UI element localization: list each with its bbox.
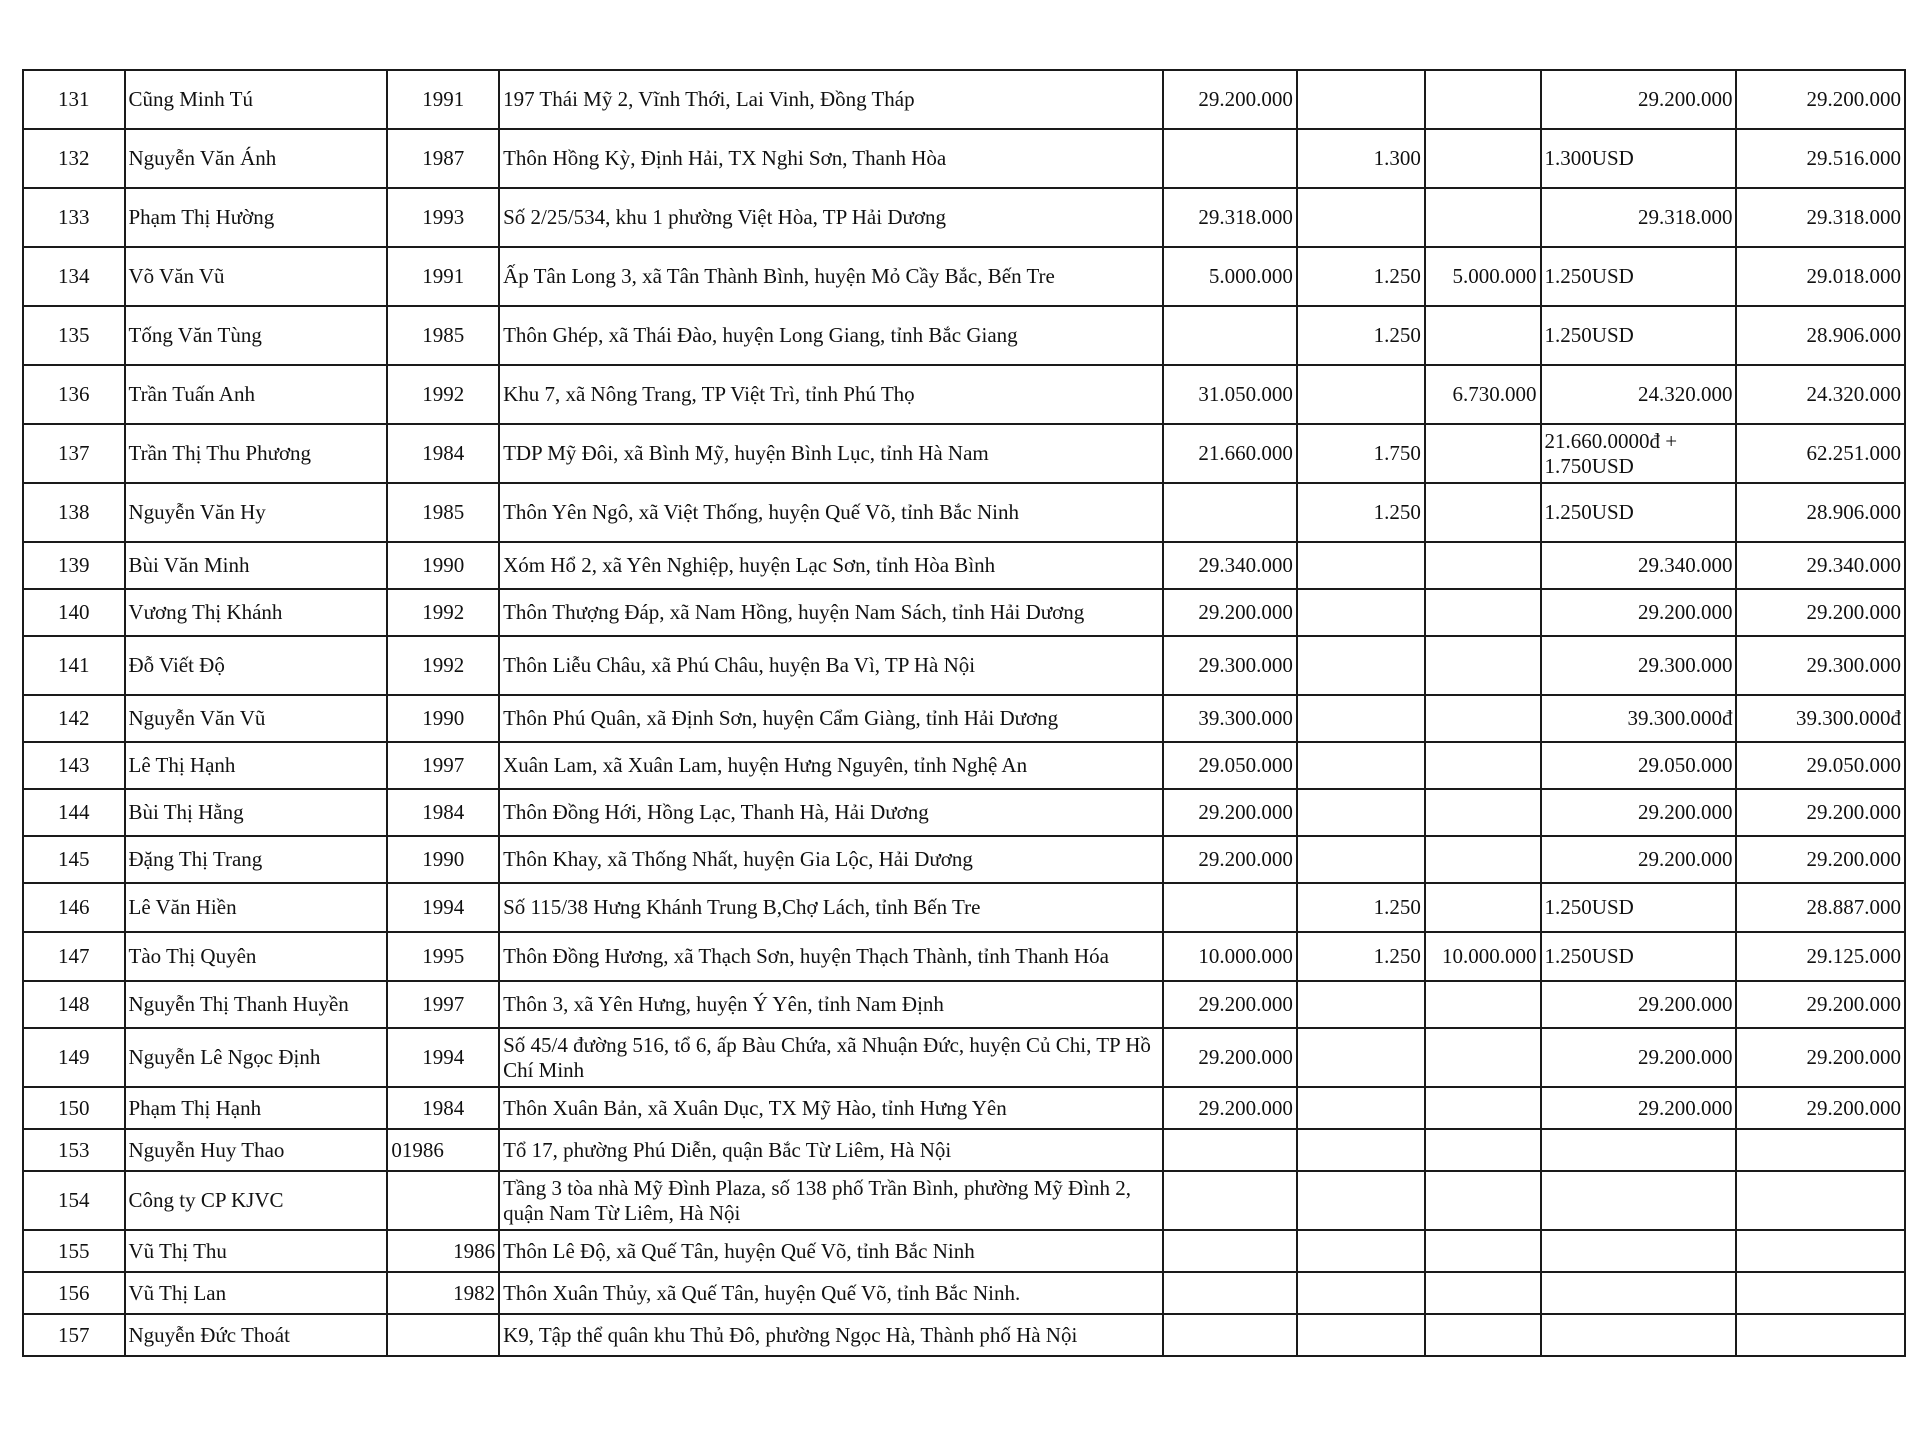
amount-vnd-cell bbox=[1163, 306, 1297, 365]
birth-year-cell bbox=[387, 1171, 499, 1230]
row-number-cell: 142 bbox=[23, 695, 125, 742]
person-name-cell: Nguyễn Lê Ngọc Định bbox=[125, 1028, 388, 1087]
birth-year-cell: 1992 bbox=[387, 636, 499, 695]
person-name-cell: Nguyễn Văn Ánh bbox=[125, 129, 388, 188]
person-name-cell: Đặng Thị Trang bbox=[125, 836, 388, 883]
amount-payable-cell bbox=[1541, 1272, 1737, 1314]
birth-year-cell: 1994 bbox=[387, 883, 499, 932]
birth-year-cell: 1997 bbox=[387, 742, 499, 789]
amount-deducted-cell bbox=[1425, 695, 1541, 742]
amount-total-cell: 62.251.000 bbox=[1736, 424, 1905, 483]
address-cell: Thôn Xuân Thủy, xã Quế Tân, huyện Quế Võ, tỉnh Bắc Ninh. bbox=[499, 1272, 1163, 1314]
birth-year-cell: 1992 bbox=[387, 365, 499, 424]
amount-total-cell bbox=[1736, 1171, 1905, 1230]
address-cell: Thôn Yên Ngô, xã Việt Thống, huyện Quế Võ, tỉnh Bắc Ninh bbox=[499, 483, 1163, 542]
table-row bbox=[23, 1028, 1905, 1087]
amount-vnd-cell: 29.200.000 bbox=[1163, 836, 1297, 883]
address-cell: Thôn Phú Quân, xã Định Sơn, huyện Cẩm Giàng, tỉnh Hải Dương bbox=[499, 695, 1163, 742]
person-name-cell: Công ty CP KJVC bbox=[125, 1171, 388, 1230]
amount-payable-cell: 1.250USD bbox=[1541, 483, 1737, 542]
row-number-cell: 145 bbox=[23, 836, 125, 883]
amount-total-cell: 39.300.000đ bbox=[1736, 695, 1905, 742]
amount-deducted-cell bbox=[1425, 70, 1541, 129]
amount-total-cell: 29.300.000 bbox=[1736, 636, 1905, 695]
amount-deducted-cell bbox=[1425, 742, 1541, 789]
row-number-cell: 138 bbox=[23, 483, 125, 542]
table-row bbox=[23, 247, 1905, 306]
amount-payable-cell bbox=[1541, 1314, 1737, 1356]
amount-usd-cell bbox=[1297, 836, 1425, 883]
row-number-cell: 149 bbox=[23, 1028, 125, 1087]
amount-usd-cell bbox=[1297, 1129, 1425, 1171]
table-row bbox=[23, 1087, 1905, 1129]
amount-deducted-cell bbox=[1425, 589, 1541, 636]
table-row bbox=[23, 742, 1905, 789]
amount-usd-cell bbox=[1297, 636, 1425, 695]
birth-year-cell bbox=[387, 1314, 499, 1356]
row-number-cell: 131 bbox=[23, 70, 125, 129]
amount-usd-cell bbox=[1297, 742, 1425, 789]
birth-year-cell: 1985 bbox=[387, 306, 499, 365]
amount-deducted-cell: 10.000.000 bbox=[1425, 932, 1541, 981]
amount-vnd-cell: 29.200.000 bbox=[1163, 1028, 1297, 1087]
person-name-cell: Cũng Minh Tú bbox=[125, 70, 388, 129]
birth-year-cell: 1984 bbox=[387, 789, 499, 836]
amount-deducted-cell bbox=[1425, 789, 1541, 836]
table-row bbox=[23, 129, 1905, 188]
amount-deducted-cell: 6.730.000 bbox=[1425, 365, 1541, 424]
person-name-cell: Tào Thị Quyên bbox=[125, 932, 388, 981]
row-number-cell: 136 bbox=[23, 365, 125, 424]
amount-deducted-cell bbox=[1425, 1028, 1541, 1087]
amount-total-cell bbox=[1736, 1230, 1905, 1272]
amount-vnd-cell bbox=[1163, 1272, 1297, 1314]
row-number-cell: 134 bbox=[23, 247, 125, 306]
amount-payable-cell: 29.050.000 bbox=[1541, 742, 1737, 789]
birth-year-cell: 1986 bbox=[387, 1230, 499, 1272]
amount-vnd-cell: 10.000.000 bbox=[1163, 932, 1297, 981]
address-cell: Số 2/25/534, khu 1 phường Việt Hòa, TP Hải Dương bbox=[499, 188, 1163, 247]
address-cell: Thôn 3, xã Yên Hưng, huyện Ý Yên, tỉnh Nam Định bbox=[499, 981, 1163, 1028]
row-number-cell: 148 bbox=[23, 981, 125, 1028]
table-row bbox=[23, 542, 1905, 589]
amount-deducted-cell bbox=[1425, 836, 1541, 883]
person-name-cell: Bùi Văn Minh bbox=[125, 542, 388, 589]
address-cell: Tầng 3 tòa nhà Mỹ Đình Plaza, số 138 phố Trần Bình, phường Mỹ Đình 2, quận Nam Từ Liêm, Hà Nội bbox=[499, 1171, 1163, 1230]
address-cell: Số 45/4 đường 516, tổ 6, ấp Bàu Chứa, xã Nhuận Đức, huyện Củ Chi, TP Hồ Chí Minh bbox=[499, 1028, 1163, 1087]
person-name-cell: Trần Thị Thu Phương bbox=[125, 424, 388, 483]
table-row bbox=[23, 589, 1905, 636]
address-cell: Xóm Hổ 2, xã Yên Nghiệp, huyện Lạc Sơn, tỉnh Hòa Bình bbox=[499, 542, 1163, 589]
amount-usd-cell bbox=[1297, 70, 1425, 129]
amount-total-cell bbox=[1736, 1314, 1905, 1356]
amount-vnd-cell: 29.200.000 bbox=[1163, 1087, 1297, 1129]
person-name-cell: Phạm Thị Hường bbox=[125, 188, 388, 247]
amount-deducted-cell bbox=[1425, 981, 1541, 1028]
row-number-cell: 141 bbox=[23, 636, 125, 695]
amount-total-cell: 24.320.000 bbox=[1736, 365, 1905, 424]
birth-year-cell: 1991 bbox=[387, 247, 499, 306]
records-table bbox=[22, 69, 1906, 1357]
birth-year-cell: 1993 bbox=[387, 188, 499, 247]
table-row bbox=[23, 789, 1905, 836]
table-row bbox=[23, 306, 1905, 365]
amount-total-cell: 29.340.000 bbox=[1736, 542, 1905, 589]
amount-total-cell bbox=[1736, 1272, 1905, 1314]
person-name-cell: Võ Văn Vũ bbox=[125, 247, 388, 306]
birth-year-cell: 1994 bbox=[387, 1028, 499, 1087]
birth-year-cell: 1984 bbox=[387, 424, 499, 483]
amount-usd-cell bbox=[1297, 1272, 1425, 1314]
person-name-cell: Nguyễn Đức Thoát bbox=[125, 1314, 388, 1356]
table-row bbox=[23, 932, 1905, 981]
row-number-cell: 144 bbox=[23, 789, 125, 836]
amount-vnd-cell: 5.000.000 bbox=[1163, 247, 1297, 306]
amount-deducted-cell bbox=[1425, 1087, 1541, 1129]
birth-year-cell: 1991 bbox=[387, 70, 499, 129]
amount-vnd-cell: 29.200.000 bbox=[1163, 70, 1297, 129]
amount-vnd-cell: 29.340.000 bbox=[1163, 542, 1297, 589]
person-name-cell: Vũ Thị Lan bbox=[125, 1272, 388, 1314]
amount-usd-cell: 1.250 bbox=[1297, 247, 1425, 306]
amount-vnd-cell bbox=[1163, 483, 1297, 542]
amount-vnd-cell: 29.200.000 bbox=[1163, 981, 1297, 1028]
row-number-cell: 157 bbox=[23, 1314, 125, 1356]
amount-total-cell: 29.516.000 bbox=[1736, 129, 1905, 188]
person-name-cell: Nguyễn Thị Thanh Huyền bbox=[125, 981, 388, 1028]
person-name-cell: Bùi Thị Hằng bbox=[125, 789, 388, 836]
amount-usd-cell bbox=[1297, 589, 1425, 636]
amount-payable-cell: 1.250USD bbox=[1541, 883, 1737, 932]
person-name-cell: Tống Văn Tùng bbox=[125, 306, 388, 365]
amount-usd-cell bbox=[1297, 981, 1425, 1028]
table-row bbox=[23, 424, 1905, 483]
amount-usd-cell bbox=[1297, 542, 1425, 589]
row-number-cell: 154 bbox=[23, 1171, 125, 1230]
amount-payable-cell bbox=[1541, 1129, 1737, 1171]
birth-year-cell: 1985 bbox=[387, 483, 499, 542]
address-cell: Thôn Ghép, xã Thái Đào, huyện Long Giang, tỉnh Bắc Giang bbox=[499, 306, 1163, 365]
address-cell: Xuân Lam, xã Xuân Lam, huyện Hưng Nguyên, tỉnh Nghệ An bbox=[499, 742, 1163, 789]
amount-usd-cell bbox=[1297, 1171, 1425, 1230]
birth-year-cell: 1990 bbox=[387, 695, 499, 742]
row-number-cell: 135 bbox=[23, 306, 125, 365]
amount-payable-cell bbox=[1541, 1171, 1737, 1230]
address-cell: Thôn Thượng Đáp, xã Nam Hồng, huyện Nam Sách, tỉnh Hải Dương bbox=[499, 589, 1163, 636]
address-cell: K9, Tập thể quân khu Thủ Đô, phường Ngọc Hà, Thành phố Hà Nội bbox=[499, 1314, 1163, 1356]
person-name-cell: Đỗ Viết Độ bbox=[125, 636, 388, 695]
table-row bbox=[23, 1171, 1905, 1230]
amount-total-cell: 29.200.000 bbox=[1736, 836, 1905, 883]
address-cell: Số 115/38 Hưng Khánh Trung B,Chợ Lách, tỉnh Bến Tre bbox=[499, 883, 1163, 932]
amount-vnd-cell: 29.050.000 bbox=[1163, 742, 1297, 789]
table-row bbox=[23, 981, 1905, 1028]
table-row bbox=[23, 883, 1905, 932]
amount-payable-cell: 29.318.000 bbox=[1541, 188, 1737, 247]
row-number-cell: 147 bbox=[23, 932, 125, 981]
amount-payable-cell: 29.200.000 bbox=[1541, 1028, 1737, 1087]
row-number-cell: 146 bbox=[23, 883, 125, 932]
amount-deducted-cell: 5.000.000 bbox=[1425, 247, 1541, 306]
amount-total-cell: 29.200.000 bbox=[1736, 70, 1905, 129]
amount-deducted-cell bbox=[1425, 883, 1541, 932]
amount-usd-cell bbox=[1297, 365, 1425, 424]
amount-total-cell: 29.200.000 bbox=[1736, 1087, 1905, 1129]
birth-year-cell: 1987 bbox=[387, 129, 499, 188]
amount-total-cell: 29.200.000 bbox=[1736, 981, 1905, 1028]
amount-total-cell: 28.906.000 bbox=[1736, 306, 1905, 365]
amount-total-cell: 29.200.000 bbox=[1736, 1028, 1905, 1087]
table-row bbox=[23, 365, 1905, 424]
amount-payable-cell bbox=[1541, 1230, 1737, 1272]
amount-usd-cell: 1.300 bbox=[1297, 129, 1425, 188]
person-name-cell: Trần Tuấn Anh bbox=[125, 365, 388, 424]
amount-deducted-cell bbox=[1425, 1129, 1541, 1171]
amount-payable-cell: 21.660.0000đ + 1.750USD bbox=[1541, 424, 1737, 483]
table-row bbox=[23, 636, 1905, 695]
amount-payable-cell: 1.250USD bbox=[1541, 247, 1737, 306]
amount-payable-cell: 29.200.000 bbox=[1541, 70, 1737, 129]
amount-usd-cell bbox=[1297, 188, 1425, 247]
amount-vnd-cell bbox=[1163, 1171, 1297, 1230]
person-name-cell: Nguyễn Văn Vũ bbox=[125, 695, 388, 742]
birth-year-cell: 01986 bbox=[387, 1129, 499, 1171]
person-name-cell: Vũ Thị Thu bbox=[125, 1230, 388, 1272]
address-cell: Thôn Liễu Châu, xã Phú Châu, huyện Ba Vì, TP Hà Nội bbox=[499, 636, 1163, 695]
amount-deducted-cell bbox=[1425, 306, 1541, 365]
table-row bbox=[23, 1314, 1905, 1356]
row-number-cell: 139 bbox=[23, 542, 125, 589]
birth-year-cell: 1997 bbox=[387, 981, 499, 1028]
person-name-cell: Lê Văn Hiền bbox=[125, 883, 388, 932]
table-row bbox=[23, 483, 1905, 542]
amount-deducted-cell bbox=[1425, 483, 1541, 542]
row-number-cell: 150 bbox=[23, 1087, 125, 1129]
amount-usd-cell bbox=[1297, 1314, 1425, 1356]
amount-vnd-cell: 29.300.000 bbox=[1163, 636, 1297, 695]
birth-year-cell: 1982 bbox=[387, 1272, 499, 1314]
address-cell: Tổ 17, phường Phú Diễn, quận Bắc Từ Liêm, Hà Nội bbox=[499, 1129, 1163, 1171]
row-number-cell: 143 bbox=[23, 742, 125, 789]
address-cell: TDP Mỹ Đôi, xã Bình Mỹ, huyện Bình Lục, tỉnh Hà Nam bbox=[499, 424, 1163, 483]
birth-year-cell: 1984 bbox=[387, 1087, 499, 1129]
amount-payable-cell: 29.300.000 bbox=[1541, 636, 1737, 695]
amount-payable-cell: 1.250USD bbox=[1541, 306, 1737, 365]
amount-deducted-cell bbox=[1425, 542, 1541, 589]
amount-payable-cell: 29.340.000 bbox=[1541, 542, 1737, 589]
amount-payable-cell: 24.320.000 bbox=[1541, 365, 1737, 424]
amount-usd-cell bbox=[1297, 1087, 1425, 1129]
address-cell: 197 Thái Mỹ 2, Vĩnh Thới, Lai Vinh, Đồng Tháp bbox=[499, 70, 1163, 129]
amount-payable-cell: 1.300USD bbox=[1541, 129, 1737, 188]
amount-vnd-cell bbox=[1163, 1230, 1297, 1272]
amount-vnd-cell: 29.318.000 bbox=[1163, 188, 1297, 247]
amount-total-cell: 28.906.000 bbox=[1736, 483, 1905, 542]
amount-vnd-cell: 21.660.000 bbox=[1163, 424, 1297, 483]
person-name-cell: Nguyễn Văn Hy bbox=[125, 483, 388, 542]
amount-total-cell: 28.887.000 bbox=[1736, 883, 1905, 932]
row-number-cell: 137 bbox=[23, 424, 125, 483]
amount-usd-cell bbox=[1297, 789, 1425, 836]
amount-deducted-cell bbox=[1425, 1171, 1541, 1230]
amount-deducted-cell bbox=[1425, 1272, 1541, 1314]
amount-vnd-cell bbox=[1163, 883, 1297, 932]
address-cell: Ấp Tân Long 3, xã Tân Thành Bình, huyện Mỏ Cầy Bắc, Bến Tre bbox=[499, 247, 1163, 306]
table-row bbox=[23, 1230, 1905, 1272]
amount-usd-cell: 1.250 bbox=[1297, 932, 1425, 981]
amount-vnd-cell: 29.200.000 bbox=[1163, 589, 1297, 636]
amount-vnd-cell bbox=[1163, 1129, 1297, 1171]
row-number-cell: 133 bbox=[23, 188, 125, 247]
amount-vnd-cell bbox=[1163, 129, 1297, 188]
amount-usd-cell: 1.250 bbox=[1297, 483, 1425, 542]
amount-payable-cell: 1.250USD bbox=[1541, 932, 1737, 981]
row-number-cell: 156 bbox=[23, 1272, 125, 1314]
birth-year-cell: 1995 bbox=[387, 932, 499, 981]
person-name-cell: Vương Thị Khánh bbox=[125, 589, 388, 636]
address-cell: Thôn Khay, xã Thống Nhất, huyện Gia Lộc, Hải Dương bbox=[499, 836, 1163, 883]
amount-total-cell: 29.125.000 bbox=[1736, 932, 1905, 981]
amount-deducted-cell bbox=[1425, 188, 1541, 247]
address-cell: Thôn Hồng Kỳ, Định Hải, TX Nghi Sơn, Thanh Hòa bbox=[499, 129, 1163, 188]
birth-year-cell: 1990 bbox=[387, 836, 499, 883]
table-row bbox=[23, 1272, 1905, 1314]
birth-year-cell: 1992 bbox=[387, 589, 499, 636]
amount-usd-cell bbox=[1297, 1028, 1425, 1087]
amount-total-cell: 29.050.000 bbox=[1736, 742, 1905, 789]
row-number-cell: 132 bbox=[23, 129, 125, 188]
amount-payable-cell: 29.200.000 bbox=[1541, 589, 1737, 636]
amount-vnd-cell: 39.300.000 bbox=[1163, 695, 1297, 742]
address-cell: Thôn Xuân Bản, xã Xuân Dục, TX Mỹ Hào, tỉnh Hưng Yên bbox=[499, 1087, 1163, 1129]
amount-deducted-cell bbox=[1425, 424, 1541, 483]
amount-total-cell: 29.318.000 bbox=[1736, 188, 1905, 247]
amount-payable-cell: 29.200.000 bbox=[1541, 789, 1737, 836]
amount-payable-cell: 29.200.000 bbox=[1541, 1087, 1737, 1129]
amount-total-cell: 29.200.000 bbox=[1736, 789, 1905, 836]
table-row bbox=[23, 188, 1905, 247]
address-cell: Khu 7, xã Nông Trang, TP Việt Trì, tỉnh Phú Thọ bbox=[499, 365, 1163, 424]
table-row bbox=[23, 1129, 1905, 1171]
amount-payable-cell: 29.200.000 bbox=[1541, 836, 1737, 883]
amount-deducted-cell bbox=[1425, 129, 1541, 188]
amount-total-cell: 29.018.000 bbox=[1736, 247, 1905, 306]
amount-usd-cell bbox=[1297, 1230, 1425, 1272]
amount-usd-cell: 1.750 bbox=[1297, 424, 1425, 483]
person-name-cell: Lê Thị Hạnh bbox=[125, 742, 388, 789]
row-number-cell: 153 bbox=[23, 1129, 125, 1171]
address-cell: Thôn Lê Độ, xã Quế Tân, huyện Quế Võ, tỉnh Bắc Ninh bbox=[499, 1230, 1163, 1272]
amount-vnd-cell: 31.050.000 bbox=[1163, 365, 1297, 424]
address-cell: Thôn Đồng Hới, Hồng Lạc, Thanh Hà, Hải Dương bbox=[499, 789, 1163, 836]
amount-vnd-cell bbox=[1163, 1314, 1297, 1356]
row-number-cell: 140 bbox=[23, 589, 125, 636]
person-name-cell: Nguyễn Huy Thao bbox=[125, 1129, 388, 1171]
table-row bbox=[23, 695, 1905, 742]
amount-usd-cell: 1.250 bbox=[1297, 883, 1425, 932]
amount-total-cell bbox=[1736, 1129, 1905, 1171]
amount-usd-cell: 1.250 bbox=[1297, 306, 1425, 365]
table-row bbox=[23, 836, 1905, 883]
amount-vnd-cell: 29.200.000 bbox=[1163, 789, 1297, 836]
birth-year-cell: 1990 bbox=[387, 542, 499, 589]
person-name-cell: Phạm Thị Hạnh bbox=[125, 1087, 388, 1129]
amount-usd-cell bbox=[1297, 695, 1425, 742]
address-cell: Thôn Đồng Hương, xã Thạch Sơn, huyện Thạch Thành, tỉnh Thanh Hóa bbox=[499, 932, 1163, 981]
amount-deducted-cell bbox=[1425, 1230, 1541, 1272]
amount-payable-cell: 39.300.000đ bbox=[1541, 695, 1737, 742]
amount-deducted-cell bbox=[1425, 636, 1541, 695]
amount-deducted-cell bbox=[1425, 1314, 1541, 1356]
amount-payable-cell: 29.200.000 bbox=[1541, 981, 1737, 1028]
table-row bbox=[23, 70, 1905, 129]
row-number-cell: 155 bbox=[23, 1230, 125, 1272]
amount-total-cell: 29.200.000 bbox=[1736, 589, 1905, 636]
